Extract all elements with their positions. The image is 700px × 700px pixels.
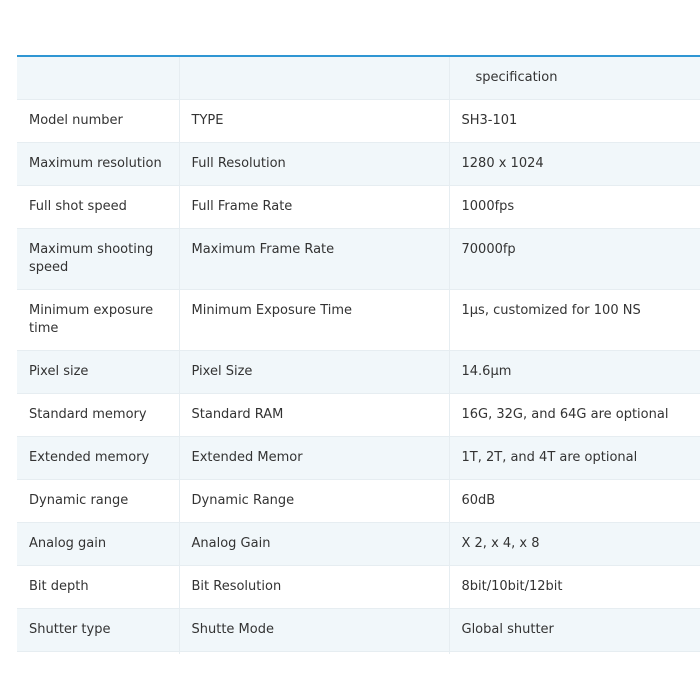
row-label: Shutter type: [17, 609, 179, 652]
table-row: [17, 437, 700, 480]
tail-cell: [179, 652, 449, 655]
row-label: Minimum exposure time: [17, 290, 179, 351]
row-label: Extended memory: [17, 437, 179, 480]
table-row: [17, 229, 700, 290]
row-value: X 2, x 4, x 8: [449, 523, 700, 566]
row-label: Dynamic range: [17, 480, 179, 523]
specification-header: specification: [449, 57, 700, 100]
row-value: 1μs, customized for 100 NS: [449, 290, 700, 351]
header-cell-empty: [17, 57, 179, 100]
row-value: 8bit/10bit/12bit: [449, 566, 700, 609]
spec-table-container: [17, 55, 700, 654]
row-label: Maximum shooting speed: [17, 229, 179, 290]
row-value: 14.6μm: [449, 351, 700, 394]
row-value: 16G, 32G, and 64G are optional: [449, 394, 700, 437]
row-term: Extended Memor: [179, 437, 449, 480]
row-label: Standard memory: [17, 394, 179, 437]
row-term: Minimum Exposure Time: [179, 290, 449, 351]
row-term: Shutte Mode: [179, 609, 449, 652]
table-row: [17, 143, 700, 186]
row-value: 1280 x 1024: [449, 143, 700, 186]
table-row: [17, 290, 700, 351]
row-value: 1T, 2T, and 4T are optional: [449, 437, 700, 480]
tail-cell: [449, 652, 700, 655]
row-term: Maximum Frame Rate: [179, 229, 449, 290]
row-value: SH3-101: [449, 100, 700, 143]
row-term: Standard RAM: [179, 394, 449, 437]
row-value: 60dB: [449, 480, 700, 523]
row-term: TYPE: [179, 100, 449, 143]
row-term: Full Resolution: [179, 143, 449, 186]
row-label: Analog gain: [17, 523, 179, 566]
table-row: [17, 609, 700, 652]
row-value: 1000fps: [449, 186, 700, 229]
row-term: Dynamic Range: [179, 480, 449, 523]
table-row: [17, 394, 700, 437]
table-row: [17, 480, 700, 523]
row-term: Analog Gain: [179, 523, 449, 566]
row-term: Pixel Size: [179, 351, 449, 394]
table-row: [17, 100, 700, 143]
table-header-row: [17, 57, 700, 100]
table-row: [17, 566, 700, 609]
table-tail-row: [17, 652, 700, 655]
table-row: [17, 186, 700, 229]
row-value: 70000fp: [449, 229, 700, 290]
row-label: Model number: [17, 100, 179, 143]
table-row: [17, 351, 700, 394]
tail-cell: [17, 652, 179, 655]
row-label: Bit depth: [17, 566, 179, 609]
header-cell-empty: [179, 57, 449, 100]
row-value: Global shutter: [449, 609, 700, 652]
row-label: Full shot speed: [17, 186, 179, 229]
row-term: Bit Resolution: [179, 566, 449, 609]
spec-table: [17, 57, 700, 654]
row-label: Pixel size: [17, 351, 179, 394]
row-term: Full Frame Rate: [179, 186, 449, 229]
table-row: [17, 523, 700, 566]
row-label: Maximum resolution: [17, 143, 179, 186]
